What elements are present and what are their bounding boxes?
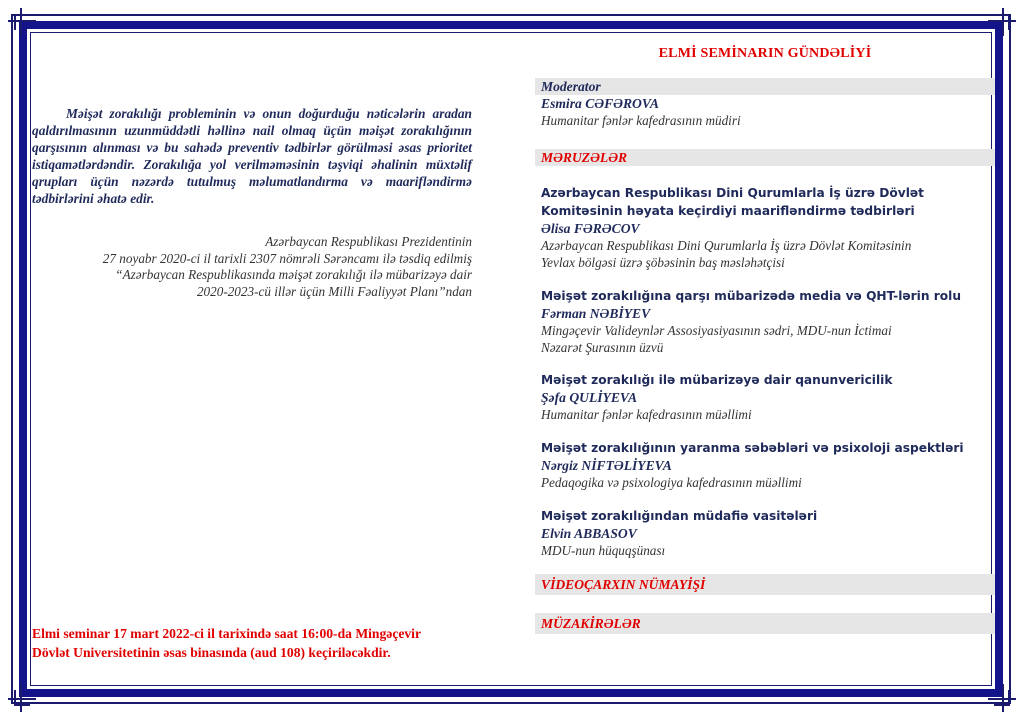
report-speaker-role: Humanitar fənlər kafedrasının müəllimi [541,407,752,422]
report-item [541,371,991,423]
report-topic: Məişət zorakılığından müdafiə vasitələri [541,509,818,523]
report-topic: Azərbaycan Respublikası Dini Qurumlarla İş üzrə Dövlət [541,186,924,200]
report-speaker-role: Pedaqogika və psixologiya kafedrasının müəllimi [541,475,802,490]
report-speaker-role: Nəzarət Şurasının üzvü [541,340,664,355]
report-speaker: Nərgiz NİFTƏLİYEVA [541,458,672,473]
moderator-name: Esmira CƏFƏROVA [541,96,659,111]
report-speaker-role: Yevlax bölgəsi üzrə şöbəsinin baş məsləhətçisi [541,255,785,270]
report-item [541,439,991,491]
announcement-line: Dövlət Universitetinin əsas binasında (aud 108) keçiriləcəkdir. [32,645,391,660]
seminar-announcement [32,624,502,662]
report-item [541,287,991,356]
corner-ornament-bottom-right [988,684,1016,712]
reports-heading: MƏRUZƏLƏR [535,149,995,166]
report-item [541,184,991,271]
moderator-role: Humanitar fənlər kafedrasının müdiri [541,113,741,128]
discussion-heading: MÜZAKİRƏLƏR [535,613,995,634]
moderator-heading: Moderator [535,78,995,95]
quote-source-line: 27 noyabr 2020-ci il tarixli 2307 nömrəli Sərəncamı ilə təsdiq edilmiş [102,250,472,266]
report-speaker: Şəfa QULİYEVA [541,390,638,405]
agenda-title: ELMİ SEMİNARIN GÜNDƏLİYİ [658,46,872,61]
report-topic: Məişət zorakılığına qarşı mübarizədə media və QHT-lərin rolu [541,289,961,303]
report-topic: Məişət zorakılığının yaranma səbəbləri və psixoloji aspektləri [541,441,964,455]
report-speaker: Elvin ABBASOV [541,526,637,541]
report-topic: Komitəsinin həyata keçirdiyi maarifləndirmə tədbirləri [541,204,915,218]
quote-source [32,234,472,300]
announcement-line: Elmi seminar 17 mart 2022-ci il tarixində saat 16:00-da Mingəçevir [32,626,421,641]
report-speaker-role: MDU-nun hüquqşünası [541,543,666,558]
decree-quote: Məişət zorakılığı probleminin və onun doğurduğu nəticələrin aradan qaldırılmasının uzunmüddətli həllinə nail olmaq üçün məişət zorakılığının qarşısının alınması və bu sahədə preventiv tədbirlər görülməsi əsas prioritet istiqamətlərdəndir. Zorakılığa yol verilməməsinin təşviqi əhalinin müxtəlif qrupları üçün nəzərdə tutulmuş məlumatlandırma və maarifləndirmə tədbirlərini əhatə edir. [32,106,472,206]
quote-source-line: Azərbaycan Respublikası Prezidentinin [265,234,472,249]
report-topic: Məişət zorakılığı ilə mübarizəyə dair qanunvericilik [541,373,893,387]
report-speaker: Fərman NƏBİYEV [541,306,651,321]
quote-source-line: “Azərbaycan Respublikasında məişət zorakılığı ilə mübarizəyə dair [115,267,472,282]
moderator-block [541,95,991,129]
video-heading: VİDEOÇARXIN NÜMAYİŞİ [535,574,995,595]
report-item [541,507,991,559]
corner-ornament-bottom-left [8,684,36,712]
report-speaker-role: Azərbaycan Respublikası Dini Qurumlarla İş üzrə Dövlət Komitəsinin [541,238,912,253]
corner-ornament-top-right [988,8,1016,36]
corner-ornament-top-left [8,8,36,36]
quote-source-line: 2020-2023-cü illər üçün Milli Fəaliyyət Planı”ndan [196,283,472,299]
report-speaker-role: Mingəçevir Valideynlər Assosiyasiyasının sədri, MDU-nun İctimai [541,323,892,338]
report-speaker: Əlisa FƏRƏCOV [541,221,640,236]
